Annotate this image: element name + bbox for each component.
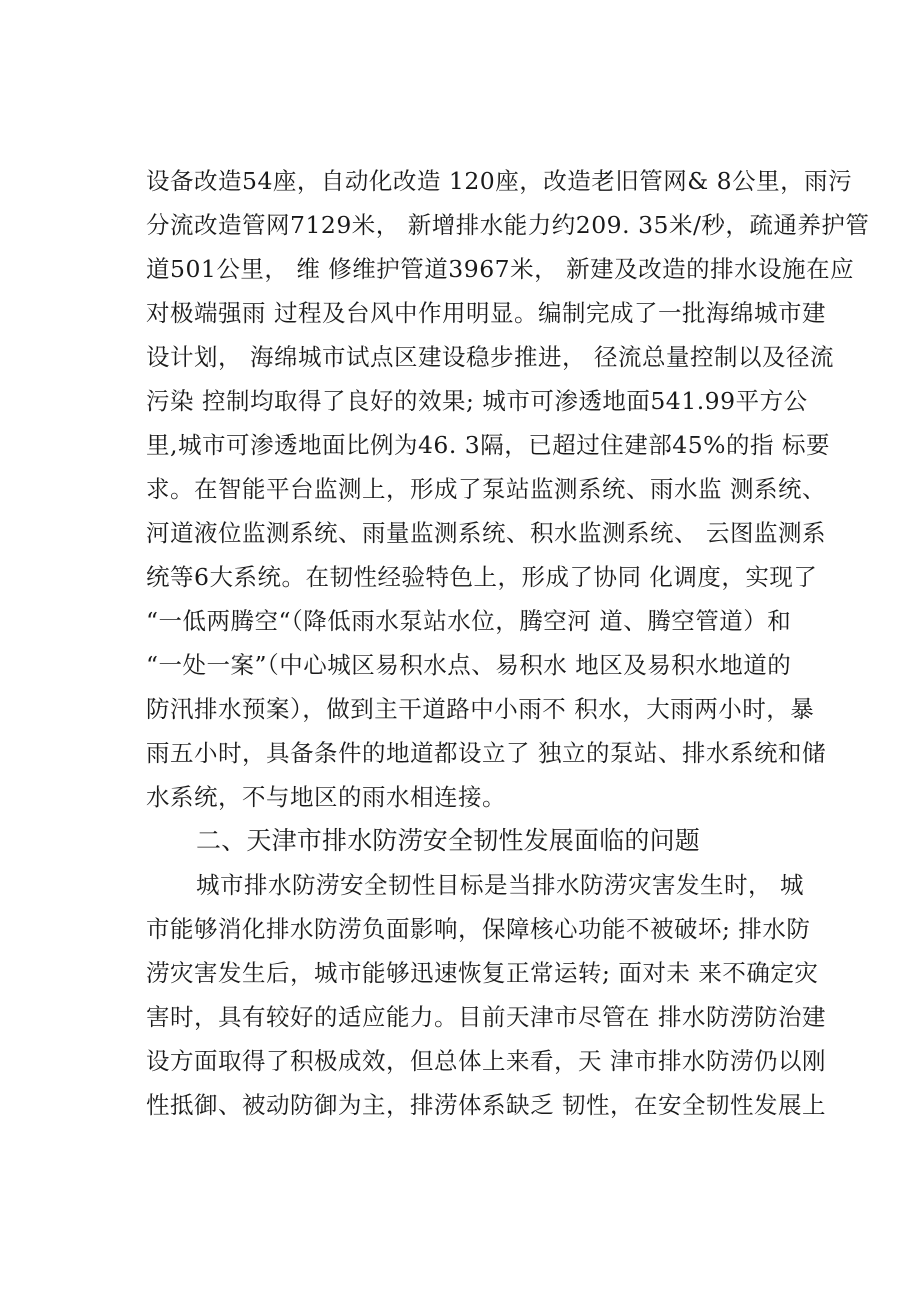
paragraph-line: 设计划， 海绵城市试点区建设稳步推进， 径流总量控制以及径流 [146,343,834,371]
paragraph-line: 性抵御、被动防御为主，排涝体系缺乏 韧性，在安全韧性发展上 [146,1091,826,1119]
paragraph-line: 统等6大系统。在韧性经验特色上，形成了协同 化调度，实现了 [146,563,818,591]
paragraph-line: 雨五小时，具备条件的地道都设立了 独立的泵站、排水系统和储 [146,739,826,767]
paragraph-line: 求。在智能平台监测上，形成了泵站监测系统、雨水监 测系统、 [146,475,826,503]
paragraph-line: 分流改造管网7129米， 新增排水能力约209. 35米/秒，疏通养护管 [146,211,870,239]
paragraph-line: 污染 控制均取得了良好的效果; 城市可渗透地面541.99平方公 [146,387,808,415]
paragraph-line: 设备改造54座，自动化改造 120座，改造老旧管网& 8公里，雨污 [146,167,853,195]
paragraph-line: 水系统，不与地区的雨水相连接。 [146,783,506,811]
paragraph-line: 涝灾害发生后，城市能够迅速恢复正常运转; 面对未 来不确定灾 [146,959,819,987]
paragraph-line: “一低两腾空“（降低雨水泵站水位，腾空河 道、腾空管道）和 [146,607,792,635]
paragraph-line: 害时，具有较好的适应能力。目前天津市尽管在 排水防涝防治建 [146,1003,826,1031]
paragraph-line: 市能够消化排水防涝负面影响，保障核心功能不被破坏; 排水防 [146,915,811,943]
paragraph-line: 河道液位监测系统、雨量监测系统、积水监测系统、 云图监测系 [146,519,826,547]
paragraph-line: 道501公里， 维 修维护管道3967米， 新建及改造的排水设施在应 [146,255,855,283]
paragraph-line: “一处一案”（中心城区易积水点、易积水 地区及易积水地道的 [146,651,792,679]
paragraph-line: 防汛排水预案），做到主干道路中小雨不 积水，大雨两小时，暴 [146,695,815,723]
paragraph-line: 城市排水防涝安全韧性目标是当排水防涝灾害发生时， 城 [196,871,804,899]
paragraph-line: 设方面取得了积极成效，但总体上来看，天 津市排水防涝仍以刚 [146,1047,826,1075]
paragraph-line: 对极端强雨 过程及台风中作用明显。编制完成了一批海绵城市建 [146,299,826,327]
section-heading: 二、天津市排水防涝安全韧性发展面临的问题 [196,826,701,855]
paragraph-line: 里,城市可渗透地面比例为46. 3隔，已超过住建部45%的指 标要 [146,431,830,459]
